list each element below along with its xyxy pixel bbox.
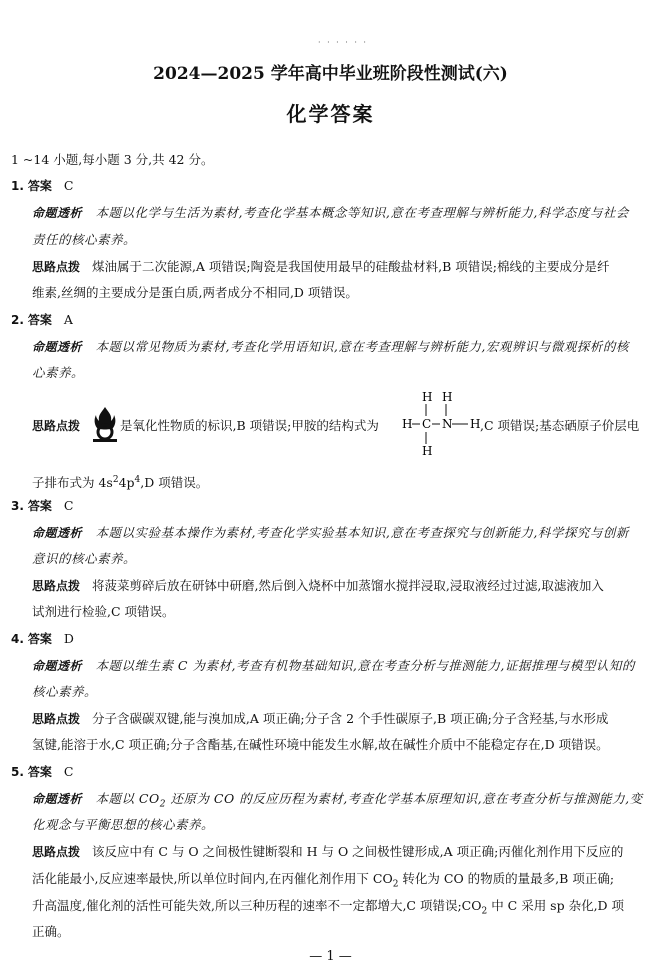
q2-number: 2. bbox=[11, 313, 24, 327]
page-title: 2024—2025 学年高中毕业班阶段性测试(六) bbox=[153, 64, 508, 84]
q5-silu2b: 转化为 CO 的物质的量最多,B 项正确; bbox=[398, 871, 615, 886]
q5-silu-text1: 该反应中有 C 与 O 之间极性键断裂和 H 与 O 之间极性键形成,A 项正确;丙催化剂作用下反应的 bbox=[91, 844, 624, 859]
q3-touxi-line1 bbox=[32, 525, 629, 541]
q3-silu-label: 思路点拨 bbox=[32, 579, 81, 593]
q5-silu2a: 活化能最小,反应速率最快,所以单位时间内,在丙催化剂作用下 CO bbox=[32, 871, 393, 886]
q3-silu-text2: 试剂进行检验,C 项错误。 bbox=[32, 604, 175, 619]
q3-answer-value: C bbox=[63, 498, 74, 513]
q5-answer-label: 答案 bbox=[27, 765, 52, 779]
q4-answer-label: 答案 bbox=[27, 632, 52, 646]
q4-number: 4. bbox=[11, 632, 24, 646]
q2-touxi-text2: 心素养。 bbox=[32, 365, 85, 380]
q4-touxi-text2: 核心素养。 bbox=[32, 684, 98, 699]
q5-touxi-text2: 化观念与平衡思想的核心素养。 bbox=[32, 817, 215, 832]
q1-number: 1. bbox=[11, 179, 24, 193]
q5-touxi1-sub: 2 bbox=[159, 799, 166, 810]
q5-silu-line3 bbox=[32, 898, 624, 920]
q5-silu3a: 升高温度,催化剂的活性可能失效,所以三种历程的速率不一定都增大,C 项错误;CO bbox=[32, 898, 482, 913]
q2-silu2b: 4p bbox=[118, 475, 135, 491]
formula-h-bottom: H bbox=[422, 444, 433, 457]
q2-silu-text1a: 是氧化性物质的标识,B 项错误;甲胺的结构式为 bbox=[120, 418, 379, 433]
q4-touxi-label: 命题透析 bbox=[32, 659, 83, 673]
q3-number: 3. bbox=[11, 499, 24, 513]
q5-silu2-sub: 2 bbox=[392, 879, 399, 890]
q4-silu-line1 bbox=[32, 711, 608, 727]
q5-silu-text4: 正确。 bbox=[32, 924, 70, 939]
q5-touxi1b: 还原为 CO 的反应历程为素材,考查化学基本原理知识,意在考查分析与推测能力,变 bbox=[165, 791, 643, 806]
q5-touxi-label: 命题透析 bbox=[32, 792, 83, 806]
q3-touxi-label: 命题透析 bbox=[32, 526, 83, 540]
q5-silu3-sub: 2 bbox=[481, 906, 488, 917]
q2-silu2a: 子排布式为 4s bbox=[32, 475, 113, 491]
q5-touxi1a: 本题以 CO bbox=[95, 791, 160, 806]
formula-c: C bbox=[422, 417, 432, 431]
q5-number: 5. bbox=[11, 765, 24, 779]
top-mark: · · · · · · bbox=[318, 38, 368, 47]
q5-touxi-line1 bbox=[32, 791, 643, 813]
q3-silu-line1 bbox=[32, 578, 604, 594]
q2-touxi-label: 命题透析 bbox=[32, 340, 83, 354]
q1-silu-line1 bbox=[32, 259, 609, 275]
q4-touxi-line1 bbox=[32, 658, 635, 674]
formula-h-right: H bbox=[470, 417, 480, 431]
q4-silu-text1: 分子含碳碳双键,能与溴加成,A 项正确;分子含 2 个手性碳原子,B 项正确;分子含羟基,与水形成 bbox=[91, 711, 609, 726]
q5-silu3b: 中 C 采用 sp 杂化,D 项 bbox=[487, 898, 625, 913]
q2-touxi-line1 bbox=[32, 339, 629, 355]
page-number: — 1 — bbox=[309, 949, 352, 964]
q4-silu-text2: 氢键,能溶于水,C 项正确;分子含酯基,在碱性环境中能发生水解,故在碱性介质中不能稳定存在,D 项错误。 bbox=[32, 737, 609, 752]
q3-answer-label: 答案 bbox=[27, 499, 52, 513]
q2-answer-value: A bbox=[63, 312, 73, 327]
q4-answer-value: D bbox=[63, 631, 74, 646]
q5-answer-line bbox=[11, 764, 73, 780]
q1-answer-line bbox=[11, 178, 73, 194]
q1-answer-value: C bbox=[63, 178, 74, 193]
q3-silu-text1: 将菠菜剪碎后放在研钵中研磨,然后倒入烧杯中加蒸馏水搅拌浸取,浸取液经过过滤,取滤液加入 bbox=[91, 578, 604, 593]
q2-silu-label-line bbox=[32, 418, 80, 434]
q4-touxi-text1: 本题以维生素 C 为素材,考查有机物基础知识,意在考查分析与推测能力,证据推理与模型认知的 bbox=[95, 658, 635, 673]
q5-silu-line1 bbox=[32, 844, 623, 860]
q2-silu-line2 bbox=[32, 472, 208, 491]
q1-answer-label: 答案 bbox=[27, 179, 52, 193]
q1-silu-text2: 维素,丝绸的主要成分是蛋白质,两者成分不相同,D 项错误。 bbox=[32, 285, 358, 300]
q5-silu-line2 bbox=[32, 871, 614, 893]
formula-h-left: H bbox=[402, 417, 413, 431]
q5-silu-label: 思路点拨 bbox=[32, 845, 81, 859]
q2-touxi-text1: 本题以常见物质为素材,考查化学用语知识,意在考查理解与辨析能力,宏观辨识与微观探析的核 bbox=[95, 339, 629, 354]
q4-answer-line bbox=[11, 631, 74, 647]
q3-answer-line bbox=[11, 498, 73, 514]
q1-silu-label: 思路点拨 bbox=[32, 260, 81, 274]
formula-h-top-n: H bbox=[442, 390, 453, 404]
q4-silu-label: 思路点拨 bbox=[32, 712, 81, 726]
oxidizer-hazard-icon bbox=[92, 405, 118, 443]
intro-text: 1 ~14 小题,每小题 3 分,共 42 分。 bbox=[11, 152, 214, 167]
page-subtitle: 化学答案 bbox=[286, 102, 375, 126]
q1-touxi-text1: 本题以化学与生活为素材,考查化学基本概念等知识,意在考查理解与辨析能力,科学态度与社会 bbox=[95, 205, 629, 220]
q5-answer-value: C bbox=[63, 764, 74, 779]
q2-silu2-sup1: 2 bbox=[112, 475, 119, 485]
q3-touxi-text2: 意识的核心素养。 bbox=[32, 551, 137, 566]
q1-touxi-text2: 责任的核心素养。 bbox=[32, 232, 137, 247]
q2-silu-label: 思路点拨 bbox=[32, 419, 81, 433]
q2-answer-label: 答案 bbox=[27, 313, 52, 327]
q2-silu2c: ,D 项错误。 bbox=[140, 475, 209, 491]
q2-answer-line bbox=[11, 312, 73, 328]
q1-touxi-line1 bbox=[32, 205, 629, 221]
q2-silu2-sup2: 4 bbox=[134, 475, 141, 485]
q1-silu-text1: 煤油属于二次能源,A 项错误;陶瓷是我国使用最早的硅酸盐材料,B 项错误;棉线的主要成分是纤 bbox=[91, 259, 610, 274]
q2-silu-text1b: ,C 项错误;基态硒原子价层电 bbox=[480, 418, 640, 433]
formula-n: N bbox=[442, 417, 453, 431]
methylamine-structure bbox=[402, 389, 480, 457]
q3-touxi-text1: 本题以实验基本操作为素材,考查化学实验基本知识,意在考查探究与创新能力,科学探究与创新 bbox=[95, 525, 629, 540]
q1-touxi-label: 命题透析 bbox=[32, 206, 83, 220]
formula-h-top-c: H bbox=[422, 390, 433, 404]
